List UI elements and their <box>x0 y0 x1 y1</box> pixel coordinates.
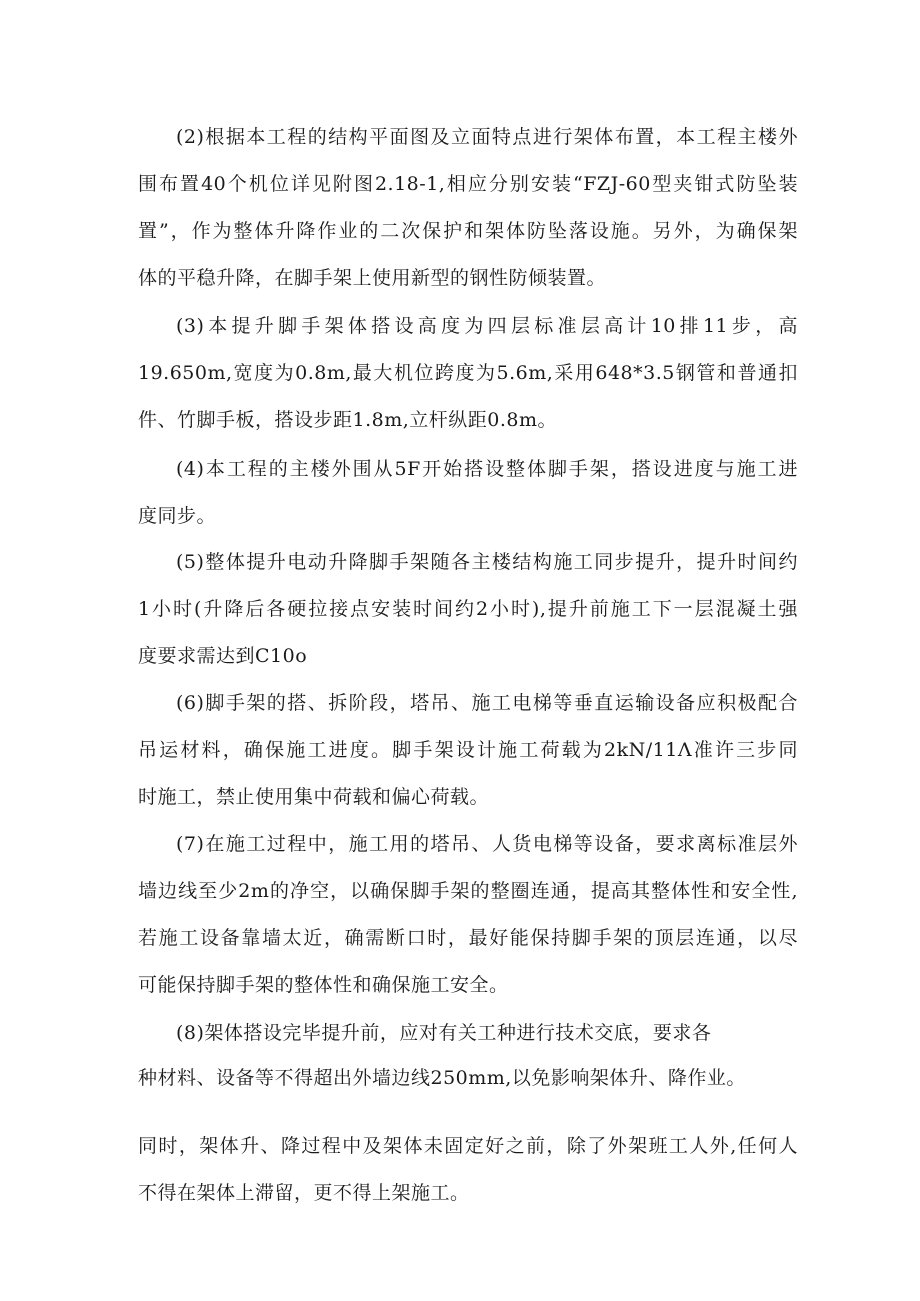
text-line: 体的平稳升降，在脚手架上使用新型的钢性防倾装置。 <box>138 267 607 289</box>
text-line: 置”，作为整体升降作业的二次保护和架体防坠落设施。另外，为确保架 <box>138 220 798 242</box>
paragraph-6-load-limits <box>138 680 798 821</box>
text-line: 吊运材料，确保施工进度。脚手架设计施工荷载为2kN/11Λ准许三步同 <box>138 739 798 761</box>
text-line: 度要求需达到C10o <box>138 645 308 667</box>
text-line: (2)根据本工程的结构平面图及立面特点进行架体布置，本工程主楼外 <box>176 126 798 148</box>
text-line: (6)脚手架的搭、拆阶段，塔吊、施工电梯等垂直运输设备应积极配合 <box>176 692 798 714</box>
text-line: (7)在施工过程中，施工用的塔吊、人货电梯等设备，要求离标准层外 <box>176 833 798 855</box>
paragraph-2-layout <box>138 114 798 302</box>
text-line: (3)本提升脚手架体搭设高度为四层标准层高计10排11步，高 <box>176 315 798 337</box>
text-line: 围布置40个机位详见附图2.18-1,相应分别安装“FZJ-60型夹钳式防坠装 <box>138 173 798 195</box>
paragraph-9-no-staying <box>138 1123 798 1217</box>
text-line: 同时，架体升、降过程中及架体未固定好之前，除了外架班工人外,任何人 <box>138 1135 798 1157</box>
text-line: 可能保持脚手架的整体性和确保施工安全。 <box>138 974 509 996</box>
text-line: (4)本工程的主楼外围从5F开始搭设整体脚手架，搭设进度与施工进 <box>176 458 798 480</box>
text-line: 种材料、设备等不得超出外墙边线250mm,以免影响架体升、降作业。 <box>138 1067 746 1089</box>
text-line: 若施工设备靠墙太近，确需断口时，最好能保持脚手架的顶层连通，以尽 <box>138 927 798 949</box>
paragraph-8-continued <box>138 1055 798 1102</box>
text-line: 度同步。 <box>138 505 217 527</box>
paragraph-3-scaffold-height <box>138 303 798 444</box>
text-line: 19.650m,宽度为0.8m,最大机位跨度为5.6m,采用648*3.5钢管和普通扣 <box>138 362 798 384</box>
text-line: (8)架体搭设完毕提升前，应对有关工种进行技术交底，要求各 <box>176 1022 712 1044</box>
paragraph-7-clearance <box>138 821 798 1009</box>
text-line: 件、竹脚手板，搭设步距1.8m,立杆纵距0.8m。 <box>138 409 558 431</box>
paragraph-4-erection-start <box>138 446 798 540</box>
paragraph-8-briefing <box>138 1010 798 1057</box>
text-line: 不得在架体上滞留，更不得上架施工。 <box>138 1182 470 1204</box>
text-line: 1小时(升降后各硬拉接点安装时间约2小时),提升前施工下一层混凝土强 <box>138 598 798 620</box>
text-line: 墙边线至少2m的净空，以确保脚手架的整圈连通，提高其整体性和安全性, <box>138 880 798 902</box>
text-line: (5)整体提升电动升降脚手架随各主楼结构施工同步提升，提升时间约 <box>176 551 798 573</box>
text-line: 时施工，禁止使用集中荷载和偏心荷载。 <box>138 786 490 808</box>
paragraph-5-lifting-time <box>138 539 798 680</box>
